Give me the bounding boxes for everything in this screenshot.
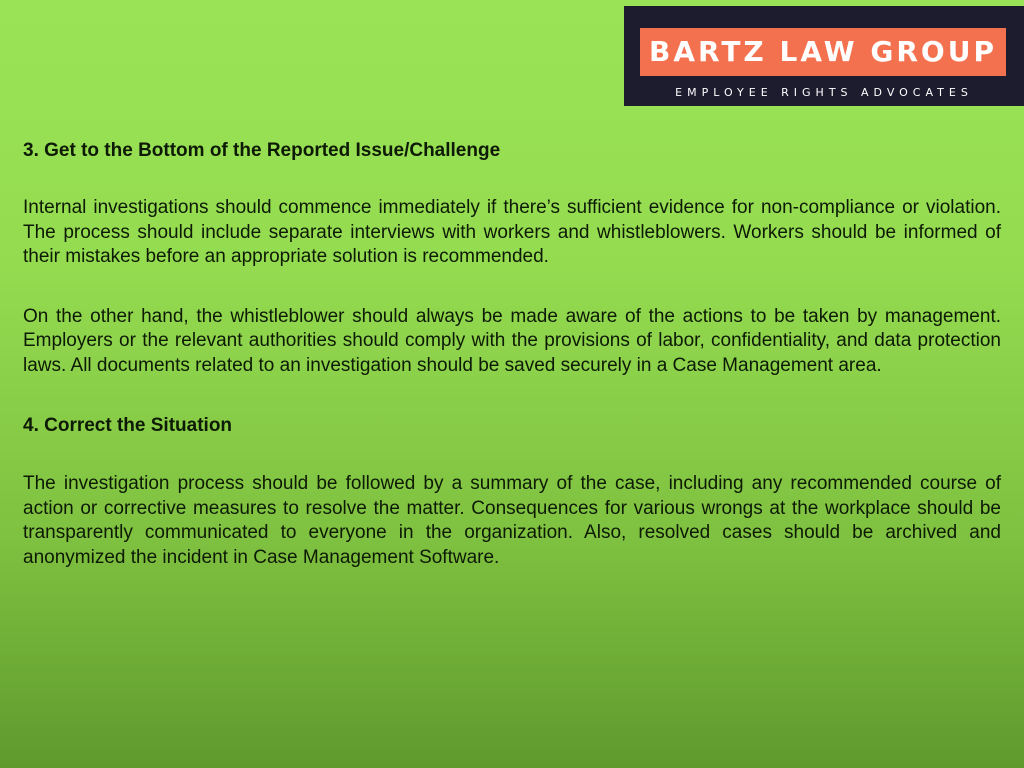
company-logo bbox=[624, 6, 1024, 106]
logo-tagline: EMPLOYEE RIGHTS ADVOCATES bbox=[675, 86, 973, 99]
slide-content bbox=[23, 138, 1001, 570]
section-4-paragraph-1: The investigation process should be followed by a summary of the case, including any recommended course of action or corrective measures to resolve the matter. Consequences for various wrongs at the workplace should be transparently communicated to everyone in the organization. Also, resolved cases should be archived and anonymized the incident in Case Management Software. bbox=[23, 473, 1001, 568]
section-3-paragraph-1: Internal investigations should commence immediately if there’s sufficient evidence for non-compliance or violation. The process should include separate interviews with workers and whistleblowers. Workers should be informed of their mistakes before an appropriate solution is recommended. bbox=[23, 197, 1001, 267]
section-4-heading: 4. Correct the Situation bbox=[23, 415, 233, 436]
section-3-paragraph-2: On the other hand, the whistleblower should always be made aware of the actions to be taken by management. Employers or the relevant authorities should comply with the provisions of labor, confidentiality, and data protection laws. All documents related to an investigation should be saved securely in a Case Management area. bbox=[23, 305, 1001, 376]
logo-name: BARTZ LAW GROUP bbox=[640, 28, 1006, 76]
section-3-heading: 3. Get to the Bottom of the Reported Issue/Challenge bbox=[23, 140, 501, 161]
